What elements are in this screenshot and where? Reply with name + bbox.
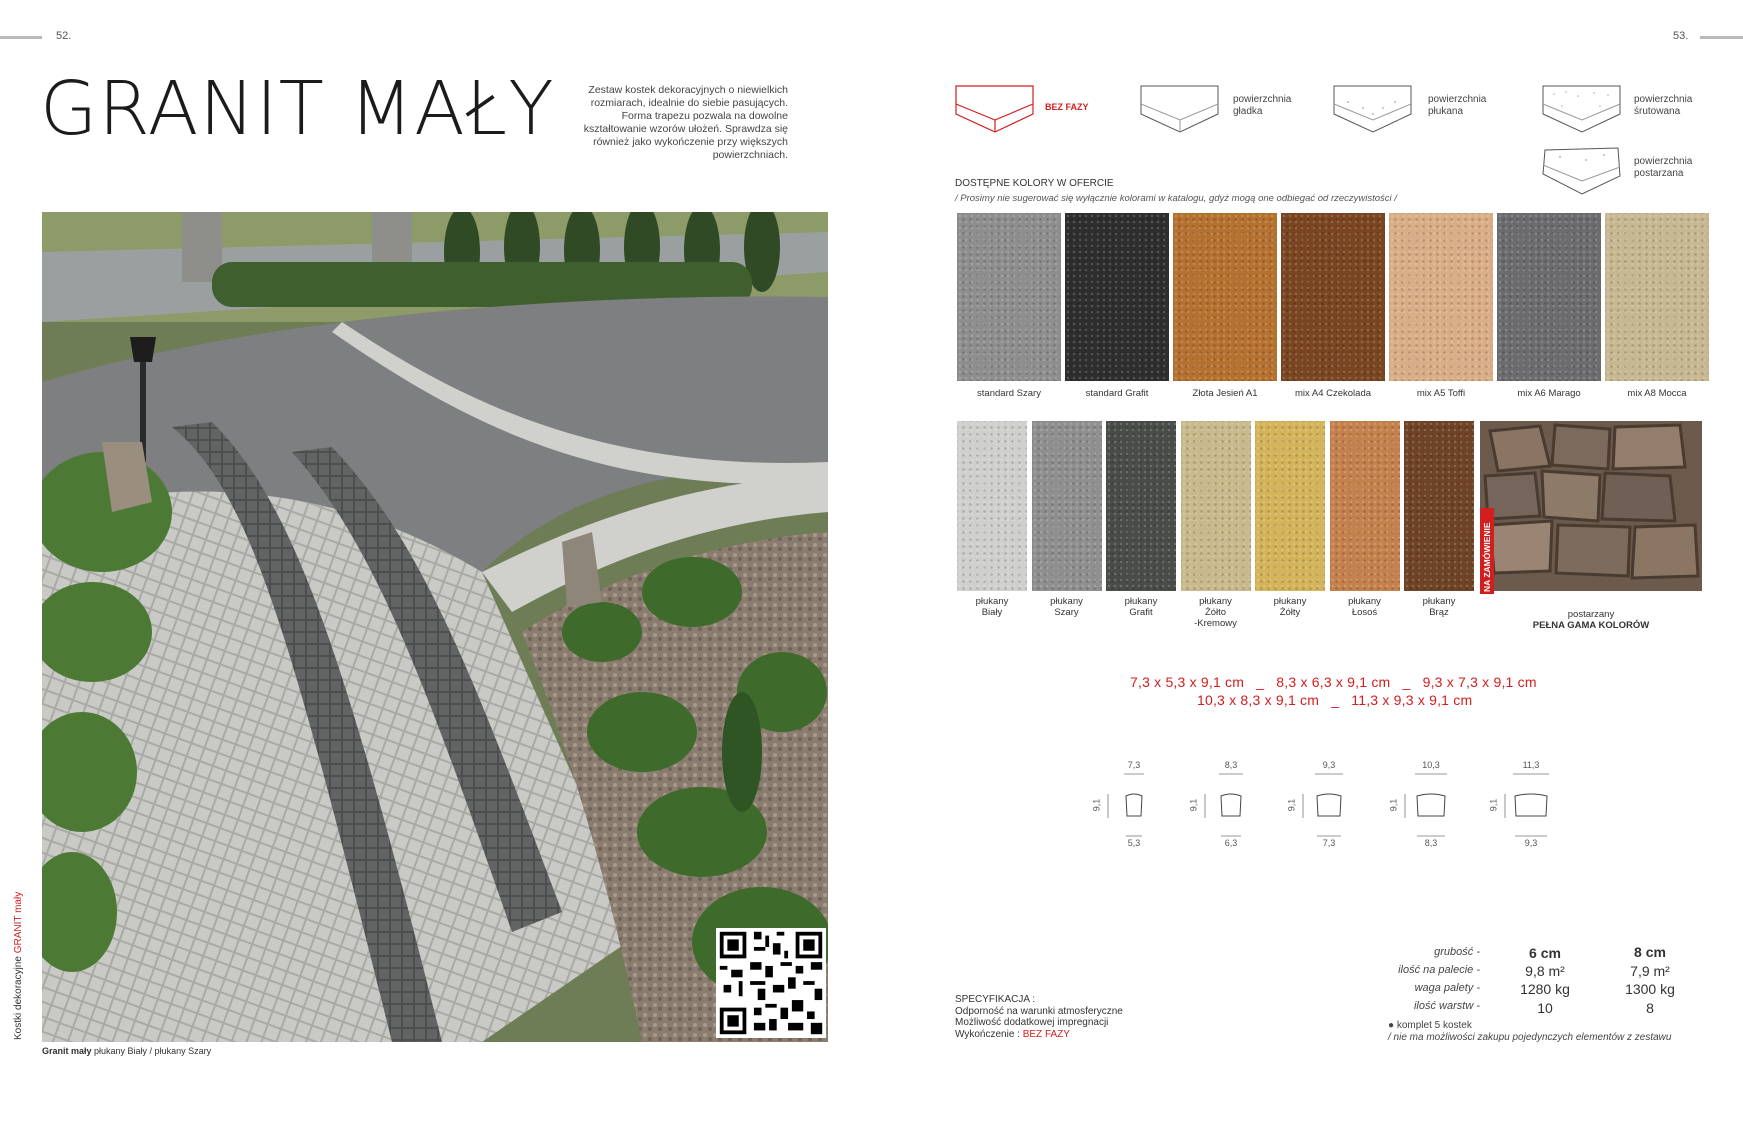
footnote-line-1-text: komplet 5 kostek: [1396, 1020, 1472, 1031]
dimension-label: 7,3: [1322, 838, 1336, 848]
top-left-rule: [0, 36, 42, 39]
dimension-label: 9,3: [1322, 760, 1336, 770]
qr-code[interactable]: [716, 928, 826, 1038]
dimension-label: 5,3: [1127, 838, 1141, 848]
photo-caption: [42, 1046, 211, 1056]
color-swatch: [1032, 421, 1102, 591]
trapezoid-diagram: [1187, 758, 1267, 853]
side-category-label: [13, 892, 24, 1040]
color-swatch: [957, 421, 1027, 591]
swatch-label-postarzany: [1480, 598, 1702, 631]
paver-bez-fazy-icon: [955, 84, 1035, 136]
dimensions-line-1: [1130, 674, 1537, 690]
spec-line-2: Możliwość dodatkowej impregnacji: [955, 1017, 1109, 1028]
table-label-ilosc-na-palecie: ilość na palecie -: [1398, 964, 1480, 976]
dim-sep-3: _: [1331, 692, 1340, 708]
page-number-right: 53.: [1673, 30, 1689, 42]
dimension-label: 9,1: [1091, 798, 1102, 812]
spec-finish-value: BEZ FAZY: [1022, 1028, 1070, 1040]
color-swatch-label: standard Szary: [977, 388, 1041, 399]
table-label-grubosc: grubość -: [1434, 946, 1480, 958]
photo-caption-rest: płukany Biały / płukany Szary: [91, 1046, 212, 1056]
on-order-badge: [1480, 508, 1494, 594]
dim-3: 9,3 x 7,3 x 9,1 cm: [1422, 674, 1537, 690]
color-swatch-label: płukany Szary: [1050, 596, 1083, 618]
color-swatch-label: mix A4 Czekolada: [1294, 388, 1372, 399]
dimension-label: 6,3: [1224, 838, 1238, 848]
dim-sep-2: _: [1402, 674, 1411, 690]
dimension-label: 11,3: [1522, 760, 1540, 770]
table-cell-palette-6: 9,8 m²: [1525, 963, 1565, 979]
photo-caption-bold: Granit mały: [42, 1046, 92, 1056]
table-cell-weight-6: 1280 kg: [1520, 981, 1570, 997]
surface-label-gladka: powierzchnia gładka: [1233, 94, 1292, 117]
colors-note: / Prosimy nie sugerować się wyłącznie kolorami w katalogu, gdyż mogą one odbiegać od rzeczywistości /: [955, 193, 1397, 204]
dimension-label: 8,3: [1224, 760, 1238, 770]
side-category-highlight: GRANIT mały: [13, 891, 24, 954]
surface-label-plukana: powierzchnia płukana: [1428, 94, 1487, 117]
footnote-line-2: / nie ma możliwości zakupu pojedynczych elementów z zestawu: [1388, 1032, 1672, 1043]
table-cell-palette-8: 7,9 m²: [1630, 963, 1670, 979]
color-swatch: [1106, 421, 1176, 591]
bullet-icon: ●: [1388, 1020, 1397, 1031]
surface-option-srutowana: [1542, 84, 1622, 141]
color-swatch: [1497, 213, 1601, 381]
surface-label-bez-fazy: BEZ FAZY: [1045, 102, 1089, 112]
dim-2: 8,3 x 6,3 x 9,1 cm: [1276, 674, 1391, 690]
page-number-left: 52.: [56, 30, 72, 42]
table-label-waga-palety: waga palety -: [1414, 982, 1480, 994]
product-description: Zestaw kostek dekoracyjnych o niewielkich rozmiarach, idealnie do siebie pasujących. Forma trapezu pozwala na dowolne kształtowanie wzorów ułożeń. Sprawdza się również jako wykończenie przy większych powierzchniach.: [583, 84, 788, 161]
color-swatch: [1404, 421, 1474, 591]
color-swatch-label: płukany Żółty: [1273, 596, 1307, 618]
color-swatch-label: Złota Jesień A1: [1192, 388, 1258, 399]
spec-title: SPECYFIKACJA :: [955, 994, 1036, 1005]
dimension-label: 9,1: [1488, 798, 1499, 812]
color-swatch-label: mix A6 Marago: [1517, 388, 1581, 399]
dimensions-line-2: [1197, 692, 1472, 708]
color-swatch-label: płukany Żółto -Kremowy: [1194, 596, 1237, 629]
color-swatch-label: mix A5 Toffi: [1416, 388, 1466, 399]
surface-option-plukana: [1333, 84, 1413, 141]
color-swatch: [1181, 421, 1251, 591]
aged-label-bold: PEŁNA GAMA KOLORÓW: [1532, 620, 1650, 631]
table-cell-layers-6: 10: [1537, 1000, 1553, 1016]
table-cell-layers-8: 8: [1646, 1000, 1654, 1016]
paver-postarzana-icon: [1542, 146, 1622, 198]
color-swatch: [1281, 213, 1385, 381]
footnote: [1388, 1020, 1671, 1044]
aged-pavers-illustration: [1480, 421, 1702, 591]
color-swatch: [1173, 213, 1277, 381]
trapezoid-diagram: [1487, 758, 1567, 853]
surface-option-gladka: [1140, 84, 1220, 141]
table-header-8cm: 8 cm: [1634, 944, 1666, 960]
color-swatch-label: płukany Łosoś: [1348, 596, 1381, 618]
color-swatch: [1255, 421, 1325, 591]
trapezoid-diagram: [1090, 758, 1170, 853]
page-title: GRANIT MAŁY: [40, 66, 555, 152]
spec-finish: [955, 1029, 1123, 1041]
dimension-label: 7,3: [1127, 760, 1141, 770]
footnote-line-1: [1388, 1020, 1671, 1032]
paver-plukana-icon: [1333, 84, 1413, 136]
dimension-label: 8,3: [1424, 838, 1438, 848]
color-swatch-label: płukany Grafit: [1124, 596, 1158, 618]
aged-label-prefix: postarzany: [1567, 609, 1615, 620]
surface-option-postarzana: [1542, 146, 1622, 203]
color-swatch-label: standard Grafit: [1085, 388, 1149, 399]
swatch-postarzany: [1480, 421, 1702, 591]
color-swatch: [1605, 213, 1709, 381]
paved-path-illustration: [42, 212, 828, 1042]
color-swatch-label: płukany Biały: [975, 596, 1009, 618]
side-category-prefix: Kostki dekoracyjne: [13, 956, 24, 1040]
product-photo: [42, 212, 828, 1042]
dim-sep-1: _: [1256, 674, 1265, 690]
color-swatch-label: płukany Brąz: [1422, 596, 1456, 618]
color-swatch: [1389, 213, 1493, 381]
trapezoid-diagram: [1285, 758, 1365, 853]
trapezoid-diagram: [1387, 758, 1467, 853]
dim-4: 10,3 x 8,3 x 9,1 cm: [1197, 692, 1320, 708]
color-swatch: [957, 213, 1061, 381]
table-cell-weight-8: 1300 kg: [1625, 981, 1675, 997]
spec-finish-label: Wykończenie :: [955, 1028, 1023, 1040]
color-swatch-label: mix A8 Mocca: [1627, 388, 1687, 399]
table-header-6cm: 6 cm: [1529, 945, 1561, 961]
dimension-label: 9,1: [1388, 798, 1399, 812]
specification-block: [955, 994, 1123, 1040]
dim-1: 7,3 x 5,3 x 9,1 cm: [1130, 674, 1245, 690]
on-order-badge-text: NA ZAMÓWIENIE: [1482, 522, 1492, 592]
paver-gladka-icon: [1140, 84, 1220, 136]
dimension-label: 9,1: [1286, 798, 1297, 812]
surface-label-srutowana: powierzchnia śrutowana: [1634, 94, 1693, 117]
dimension-label: 9,1: [1188, 798, 1199, 812]
dimension-label: 9,3: [1524, 838, 1538, 848]
spec-line-1: Odporność na warunki atmosferyczne: [955, 1005, 1123, 1017]
surface-option-bez-fazy: [955, 84, 1035, 141]
color-swatch: [1330, 421, 1400, 591]
dimension-label: 10,3: [1422, 760, 1440, 770]
color-swatch: [1065, 213, 1169, 381]
qr-code-icon: [716, 928, 826, 1038]
paver-srutowana-icon: [1542, 84, 1622, 136]
dim-5: 11,3 x 9,3 x 9,1 cm: [1351, 692, 1473, 708]
colors-heading: DOSTĘPNE KOLORY W OFERCIE: [955, 178, 1114, 189]
top-right-rule: [1700, 36, 1743, 39]
surface-label-postarzana: powierzchnia postarzana: [1634, 156, 1693, 179]
table-label-ilosc-warstw: ilość warstw -: [1413, 1000, 1480, 1012]
